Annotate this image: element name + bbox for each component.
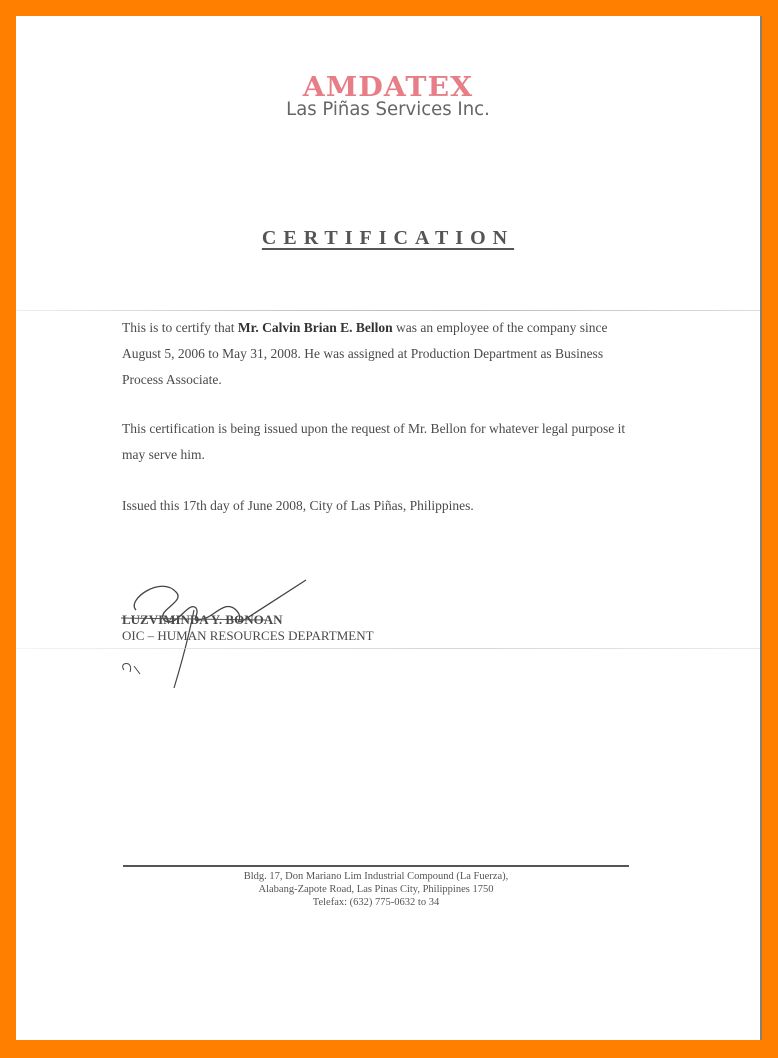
company-subtitle: Las Piñas Services Inc. (286, 98, 490, 120)
footer-divider (123, 865, 629, 867)
company-logo: AMDATEX (302, 72, 474, 103)
signatory-position: OIC – HUMAN RESOURCES DEPARTMENT (122, 628, 374, 643)
paragraph-issued: Issued this 17th day of June 2008, City of Las Piñas, Philippines. (122, 498, 474, 513)
footer-line-2: Alabang-Zapote Road, Las Pinas City, Philippines 1750 (258, 884, 494, 895)
paragraph-purpose: This certification is being issued upon the request of Mr. Bellon for whatever legal purpose it may serve him. (122, 421, 626, 462)
signatory-block (122, 612, 374, 644)
paragraph-lead: This is to certify that (122, 320, 238, 335)
document-page (16, 16, 762, 1040)
employee-name: Mr. Calvin Brian E. Bellon (237, 320, 393, 335)
footer-line-1: Bldg. 17, Don Mariano Lim Industrial Compound (La Fuerza), (243, 871, 509, 882)
footer-line-3: Telefax: (632) 775-0632 to 34 (312, 897, 440, 908)
fold-line-lower (16, 648, 760, 649)
paragraph-rest: was an employee of the company since August 5, 2006 to May 31, 2008. He was assigned at Production Department as Business Process Associate. (122, 320, 608, 387)
paragraph-employment (122, 315, 642, 393)
document-title: CERTIFICATION (261, 227, 515, 249)
fold-line (16, 310, 760, 311)
signatory-name: LUZVIMINDA Y. BONOAN (122, 612, 283, 627)
footer-address (123, 870, 629, 909)
